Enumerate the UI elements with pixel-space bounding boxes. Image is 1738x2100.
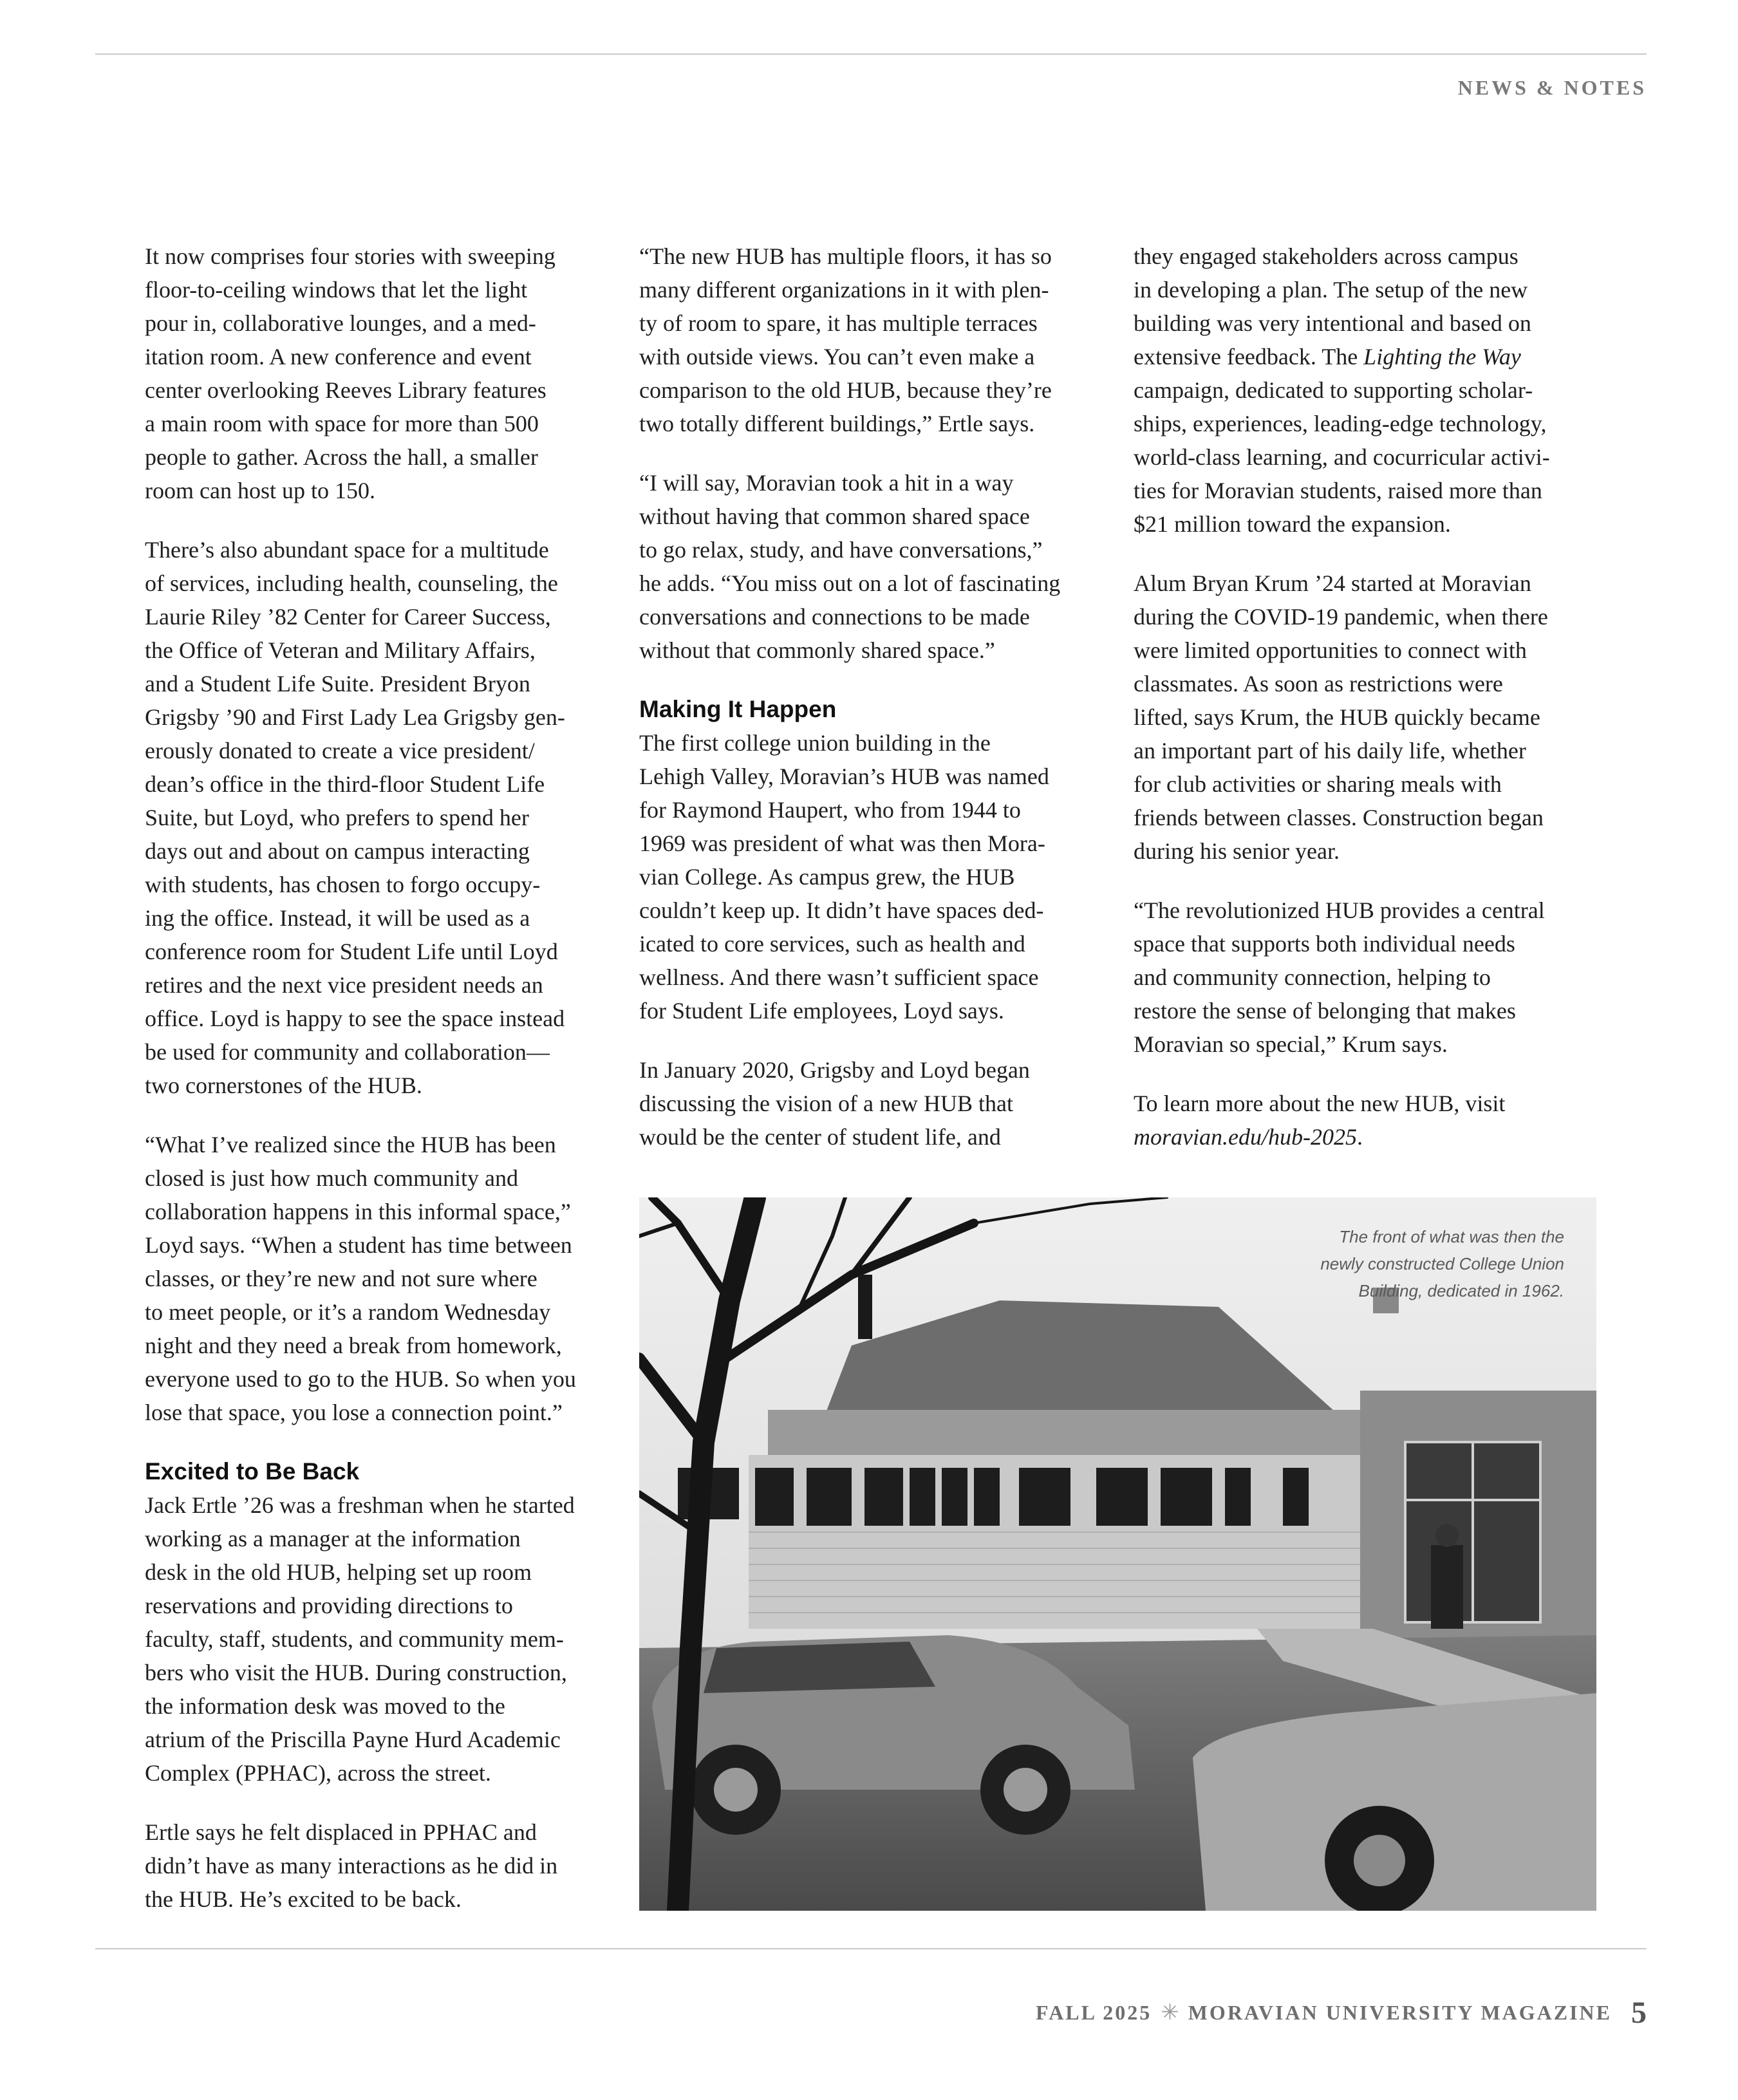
paragraph: The first college union building in the Lehigh Valley, Moravian’s HUB was named for Raymond Haupert, who from 1944 to 1969 was president of what was then Mora- vian College. As campus grew, the HUB couldn’t keep up. It didn’t have spaces ded- icated to core services, such as health and wellness. And there wasn’t sufficient space for Student Life employees, Loyd says. — [639, 730, 1049, 1024]
asterisk-icon: ✳ — [1161, 2001, 1179, 2025]
paragraph: In January 2020, Grigsby and Loyd began discussing the vision of a new HUB that would be the center of student life, and — [639, 1057, 1030, 1150]
paragraph: There’s also abundant space for a multitude of services, including health, counseling, the Laurie Riley ’82 Center for Career Success, the Office of Veteran and Military Affairs, and a Student Life Suite. President Bryon Grigsby ’90 and First Lady Lea Grigsby gen- erously donated to create a vice president/ dean’s office in the third-floor Student Life Suite, but Loyd, who prefers to spend her days out and about on campus interacting with students, has chosen to forgo occupy- ing the office. Instead, it will be used as a conference room for Student Life until Loyd retires and the next vice president needs an office. Loyd is happy to see the space instead be used for community and collaboration— two cornerstones of the HUB. — [145, 537, 565, 1098]
bottom-rule — [95, 1948, 1647, 1949]
page-footer — [1036, 1994, 1647, 2030]
paragraph: Ertle says he felt displaced in PPHAC and didn’t have as many interactions as he did in the HUB. He’s excited to be back. — [145, 1819, 558, 1912]
campaign-name: Lighting the Way — [1363, 344, 1521, 370]
column-1 — [145, 239, 612, 1942]
column-2 — [639, 239, 1106, 1179]
paragraph: It now comprises four stories with sweeping floor-to-ceiling windows that let the light pour in, collaborative lounges, and a med- itation room. A new conference and event center overlooking Reeves Library features a main room with space for more than 500 people to gather. Across the hall, a smaller room can host up to 150. — [145, 243, 556, 503]
paragraph: Jack Ertle ’26 was a freshman when he started working as a manager at the information desk in the old HUB, helping set up room reservations and providing directions to faculty, staff, students, and community mem- bers who visit the HUB. During construction, the information desk was moved to the atrium of the Priscilla Payne Hurd Academic Complex (PPHAC), across the street. — [145, 1492, 575, 1786]
paragraph: “The revolutionized HUB provides a central space that supports both individual needs and community connection, helping to restore the sense of belonging that makes Moravian so special,” Krum says. — [1134, 897, 1545, 1057]
subheading-excited-to-be-back: Excited to Be Back — [145, 1458, 360, 1485]
paragraph: To learn more about the new HUB, visit moravian.edu/hub-2025. — [1134, 1091, 1506, 1150]
top-rule — [95, 53, 1647, 55]
hub-link[interactable]: moravian.edu/hub-2025 — [1134, 1124, 1357, 1150]
section-label: NEWS & NOTES — [1457, 76, 1647, 99]
issue-label: FALL 2025 — [1036, 2000, 1152, 2024]
magazine-title: MORAVIAN UNIVERSITY MAGAZINE — [1188, 2000, 1612, 2024]
column-3 — [1134, 239, 1600, 1179]
paragraph: “I will say, Moravian took a hit in a way without having that common shared space to go relax, study, and have conversations,” he adds. “You miss out on a lot of fascinating conversations and connections to be made without that commonly shared space.” — [639, 470, 1061, 663]
paragraph: Alum Bryan Krum ’24 started at Moravian during the COVID-19 pandemic, when there were limited opportunities to connect with classmates. As soon as restrictions were lifted, says Krum, the HUB quickly became an important part of his daily life, whether for club activities or sharing meals with friends between classes. Construction began during his senior year. — [1134, 570, 1548, 864]
paragraph: “What I’ve realized since the HUB has been closed is just how much community and collaboration happens in this informal space,” Loyd says. “When a student has time between classes, or they’re new and not sure where to meet people, or it’s a random Wednesday night and they need a break from homework, everyone used to go to the HUB. So when you lose that space, you lose a connection point.” — [145, 1132, 576, 1425]
paragraph: they engaged stakeholders across campus in developing a plan. The setup of the new building was very intentional and based on extensive feedback. The Lighting the Way campaign, dedicated to supporting scholar- ships, experiences, leading-edge technology, world-class learning, and cocurricular activi- ties for Moravian students, raised more than $21 million toward the expansion. — [1134, 243, 1550, 537]
photo-caption: The front of what was then the newly constructed College Union Building, dedicated in 1962. — [1320, 1227, 1564, 1300]
historic-hub-photo — [639, 1197, 1596, 1911]
page-number: 5 — [1631, 1995, 1647, 2030]
photo-illustration — [639, 1197, 1596, 1911]
subheading-making-it-happen: Making It Happen — [639, 696, 837, 722]
paragraph: “The new HUB has multiple floors, it has so many different organizations in it with plen- ty of room to spare, it has multiple terraces with outside views. You can’t even make a comparison to the old HUB, because they’re two totally different buildings,” Ertle says. — [639, 243, 1052, 436]
